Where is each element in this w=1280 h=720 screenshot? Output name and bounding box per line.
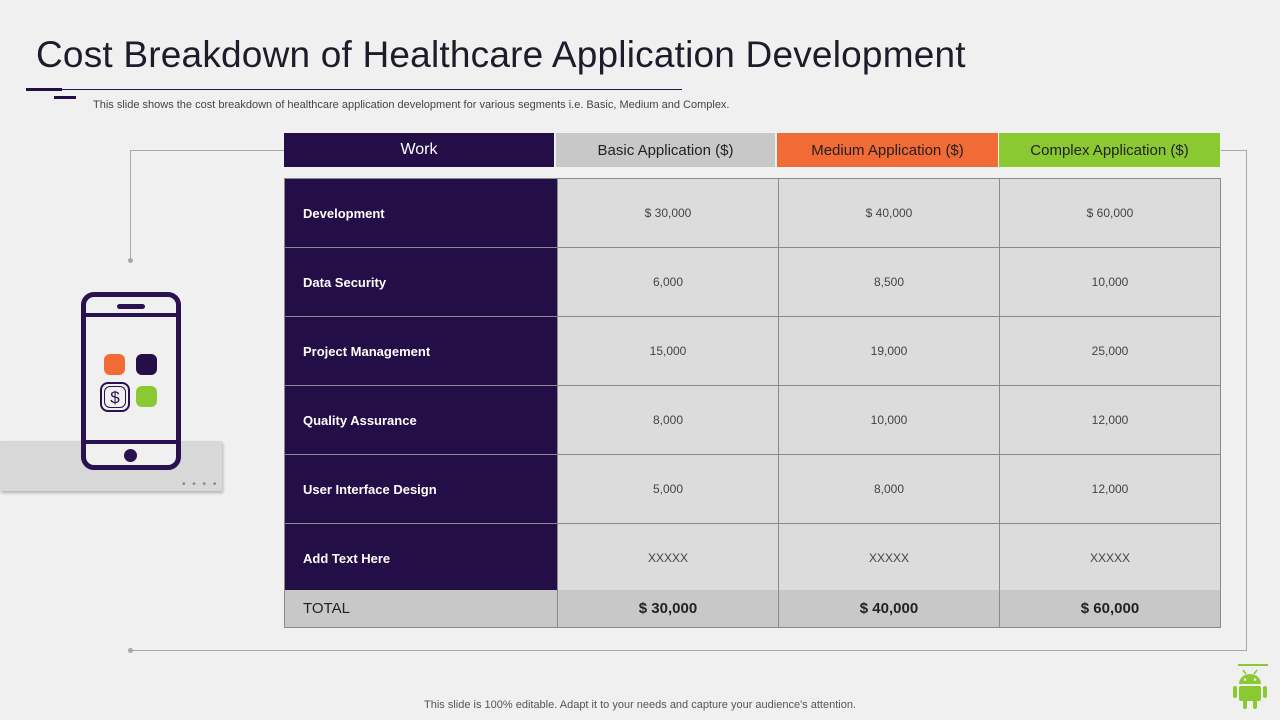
- cell-basic: XXXXX: [557, 524, 778, 592]
- smartphone-icon: [81, 292, 181, 470]
- header-complex-application: Complex Application ($): [999, 133, 1220, 167]
- cell-medium: $ 40,000: [778, 179, 999, 247]
- dollar-app-icon: [100, 382, 130, 412]
- connector-line-bottom: [130, 650, 1247, 651]
- cell-basic: 5,000: [557, 455, 778, 523]
- table-row: [285, 317, 1220, 386]
- row-label: Add Text Here: [285, 524, 557, 592]
- phone-home-button: [124, 449, 137, 462]
- row-label: User Interface Design: [285, 455, 557, 523]
- total-medium: $ 40,000: [778, 590, 999, 627]
- connector-line-right: [1246, 150, 1247, 650]
- slide-subtitle: This slide shows the cost breakdown of healthcare application development for various segments i.e. Basic, Medium and Complex.: [93, 99, 730, 111]
- cell-basic: 15,000: [557, 317, 778, 385]
- table-row: [285, 179, 1220, 248]
- slide-footer: This slide is 100% editable. Adapt it to your needs and capture your audience's attention.: [424, 699, 856, 711]
- total-complex: $ 60,000: [999, 590, 1220, 627]
- app-tile-green-icon: [136, 386, 157, 407]
- connector-dot: [128, 258, 133, 263]
- phone-bottom-bezel: [86, 440, 176, 444]
- header-basic-application: Basic Application ($): [556, 133, 775, 167]
- cell-complex: 25,000: [999, 317, 1220, 385]
- total-row: [285, 590, 1220, 627]
- row-label: Project Management: [285, 317, 557, 385]
- cell-complex: $ 60,000: [999, 179, 1220, 247]
- cell-medium: 19,000: [778, 317, 999, 385]
- title-underline: [26, 89, 682, 90]
- shelf-dots: • • • •: [182, 479, 219, 490]
- table-row: [285, 524, 1220, 590]
- phone-top-bezel: [86, 313, 176, 317]
- app-tile-orange-icon: [104, 354, 125, 375]
- connector-line-top: [130, 150, 284, 151]
- connector-line-left-upper: [130, 150, 131, 260]
- cell-medium: 8,000: [778, 455, 999, 523]
- cell-basic: 6,000: [557, 248, 778, 316]
- cell-basic: 8,000: [557, 386, 778, 454]
- cell-medium: 8,500: [778, 248, 999, 316]
- cell-medium: XXXXX: [778, 524, 999, 592]
- header-work: Work: [284, 133, 554, 167]
- cell-complex: 12,000: [999, 386, 1220, 454]
- table-row: [285, 386, 1220, 455]
- connector-dot: [128, 648, 133, 653]
- row-label: Quality Assurance: [285, 386, 557, 454]
- row-label: Development: [285, 179, 557, 247]
- cell-complex: 10,000: [999, 248, 1220, 316]
- table-row: [285, 248, 1220, 317]
- android-logo-icon: [1232, 664, 1268, 710]
- app-tile-purple-icon: [136, 354, 157, 375]
- total-basic: $ 30,000: [557, 590, 778, 627]
- title-accent-bar-small: [54, 96, 76, 99]
- table-row: [285, 455, 1220, 524]
- phone-speaker: [117, 304, 145, 309]
- connector-line-right-top: [1221, 150, 1247, 151]
- cell-basic: $ 30,000: [557, 179, 778, 247]
- total-label: TOTAL: [303, 600, 350, 617]
- slide-title: Cost Breakdown of Healthcare Application Development: [36, 34, 966, 75]
- cost-table: [284, 178, 1221, 628]
- header-medium-application: Medium Application ($): [777, 133, 998, 167]
- title-accent-bar: [26, 88, 62, 91]
- cell-complex: XXXXX: [999, 524, 1220, 592]
- cell-complex: 12,000: [999, 455, 1220, 523]
- dollar-symbol: $: [104, 386, 126, 408]
- row-label: Data Security: [285, 248, 557, 316]
- cell-medium: 10,000: [778, 386, 999, 454]
